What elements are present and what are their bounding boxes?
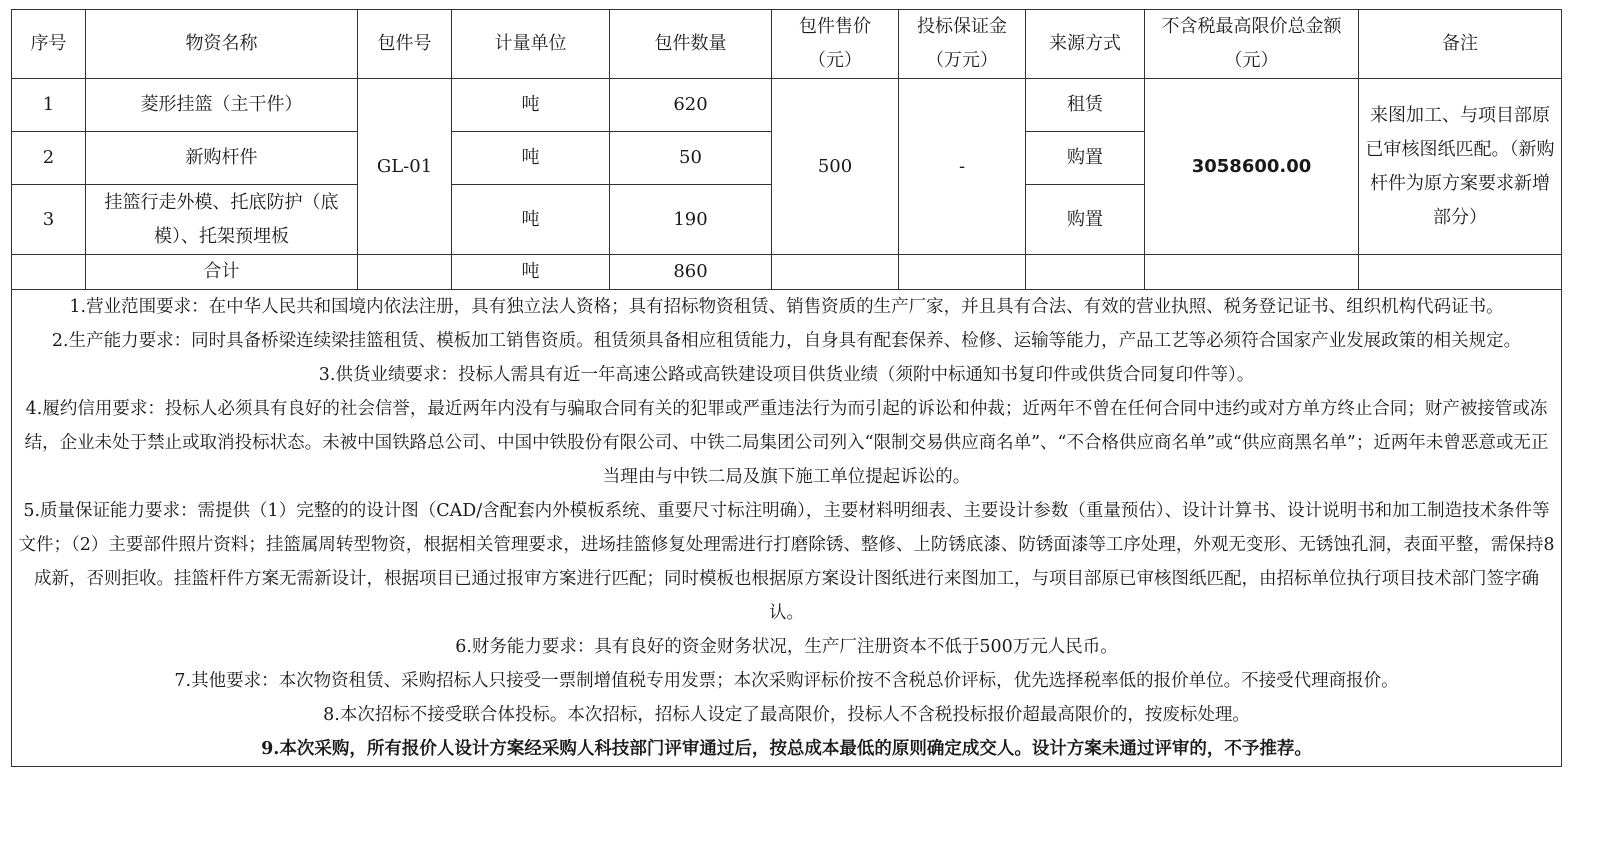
total-deposit-empty — [899, 255, 1026, 290]
requirements-row — [12, 290, 1562, 767]
header-remark: 备注 — [1359, 10, 1562, 79]
total-row — [12, 255, 1562, 290]
total-quantity: 860 — [610, 255, 772, 290]
total-source-empty — [1026, 255, 1145, 290]
row-seq: 1 — [12, 79, 86, 132]
procurement-table — [11, 9, 1562, 767]
final-requirement: 9.本次采购，所有报价人设计方案经采购人科技部门评审通过后，按总成本最低的原则确定成交人。设计方案未通过评审的，不予推荐。 — [261, 739, 1312, 759]
row-source: 购置 — [1026, 132, 1145, 185]
requirement-item: 7.其他要求：本次物资租赁、采购招标人只接受一票制增值税专用发票；本次采购评标价按不含税总价评标，优先选择税率低的报价单位。不接受代理商报价。 — [174, 671, 1399, 691]
total-unit: 吨 — [452, 255, 610, 290]
header-name: 物资名称 — [86, 10, 358, 79]
requirement-item: 1.营业范围要求：在中华人民共和国境内依法注册，具有独立法人资格；具有招标物资租赁、销售资质的生产厂家，并且具有合法、有效的营业执照、税务登记证书、组织机构代码证书。 — [69, 297, 1504, 317]
row-name: 菱形挂篮（主干件） — [86, 79, 358, 132]
header-package-no: 包件号 — [358, 10, 452, 79]
row-name: 挂篮行走外模、托底防护（底模）、托架预埋板 — [86, 185, 358, 255]
row-unit: 吨 — [452, 132, 610, 185]
header-unit: 计量单位 — [452, 10, 610, 79]
row-quantity: 50 — [610, 132, 772, 185]
requirements-cell — [12, 290, 1562, 767]
header-price: 包件售价（元） — [772, 10, 899, 79]
max-price-cell: 3058600.00 — [1145, 79, 1359, 255]
total-max-price-empty — [1145, 255, 1359, 290]
header-row — [12, 10, 1562, 79]
header-max-price: 不含税最高限价总金额（元） — [1145, 10, 1359, 79]
header-seq: 序号 — [12, 10, 86, 79]
requirement-item: 4.履约信用要求：投标人必须具有良好的社会信誉，最近两年内没有与骗取合同有关的犯罪或严重违法行为而引起的诉讼和仲裁；近两年不曾在任何合同中违约或对方单方终止合同；财产被接管或冻结，企业未处于禁止或取消投标状态。未被中国铁路总公司、中国中铁股份有限公司、中铁二局集团公司列入“限制交易供应商名单”、“不合格供应商名单”或“供应商黑名单”；近两年未曾恶意或无正当理由与中铁二局及旗下施工单位提起诉讼的。 — [24, 399, 1549, 487]
package-no-cell: GL-01 — [358, 79, 452, 255]
row-quantity: 190 — [610, 185, 772, 255]
requirement-item: 3.供货业绩要求：投标人需具有近一年高速公路或高铁建设项目供货业绩（须附中标通知书复印件或供货合同复印件等）。 — [318, 365, 1255, 385]
row-seq: 2 — [12, 132, 86, 185]
deposit-cell: - — [899, 79, 1026, 255]
table-row — [12, 79, 1562, 132]
total-package-empty — [358, 255, 452, 290]
requirement-item: 6.财务能力要求：具有良好的资金财务状况，生产厂注册资本不低于500万元人民币。 — [455, 637, 1118, 657]
header-deposit: 投标保证金（万元） — [899, 10, 1026, 79]
row-unit: 吨 — [452, 185, 610, 255]
requirement-item: 8.本次招标不接受联合体投标。本次招标，招标人设定了最高限价，投标人不含税投标报价超最高限价的，按废标处理。 — [323, 705, 1250, 725]
price-cell: 500 — [772, 79, 899, 255]
row-source: 购置 — [1026, 185, 1145, 255]
total-label: 合计 — [86, 255, 358, 290]
header-quantity: 包件数量 — [610, 10, 772, 79]
row-seq: 3 — [12, 185, 86, 255]
total-remark-empty — [1359, 255, 1562, 290]
row-source: 租赁 — [1026, 79, 1145, 132]
header-source: 来源方式 — [1026, 10, 1145, 79]
requirement-item: 5.质量保证能力要求：需提供（1）完整的的设计图（CAD/含配套内外模板系统、重要尺寸标注明确），主要材料明细表、主要设计参数（重量预估）、设计计算书、设计说明书和加工制造技术条件等文件；（2）主要部件照片资料；挂篮属周转型物资，根据相关管理要求，进场挂篮修复处理需进行打磨除锈、整修、上防锈底漆、防锈面漆等工序处理，外观无变形、无锈蚀孔洞，表面平整，需保持8成新，否则拒收。挂篮杆件方案无需新设计，根据项目已通过报审方案进行匹配；同时模板也根据原方案设计图纸进行来图加工，与项目部原已审核图纸匹配，由招标单位执行项目技术部门签字确认。 — [18, 501, 1555, 623]
row-name: 新购杆件 — [86, 132, 358, 185]
requirement-item: 2.生产能力要求：同时具备桥梁连续梁挂篮租赁、模板加工销售资质。租赁须具备相应租赁能力，自身具有配套保养、检修、运输等能力，产品工艺等必须符合国家产业发展政策的相关规定。 — [51, 331, 1522, 351]
row-quantity: 620 — [610, 79, 772, 132]
total-seq-empty — [12, 255, 86, 290]
total-price-empty — [772, 255, 899, 290]
remark-cell: 来图加工、与项目部原已审核图纸匹配。（新购杆件为原方案要求新增部分） — [1359, 79, 1562, 255]
row-unit: 吨 — [452, 79, 610, 132]
